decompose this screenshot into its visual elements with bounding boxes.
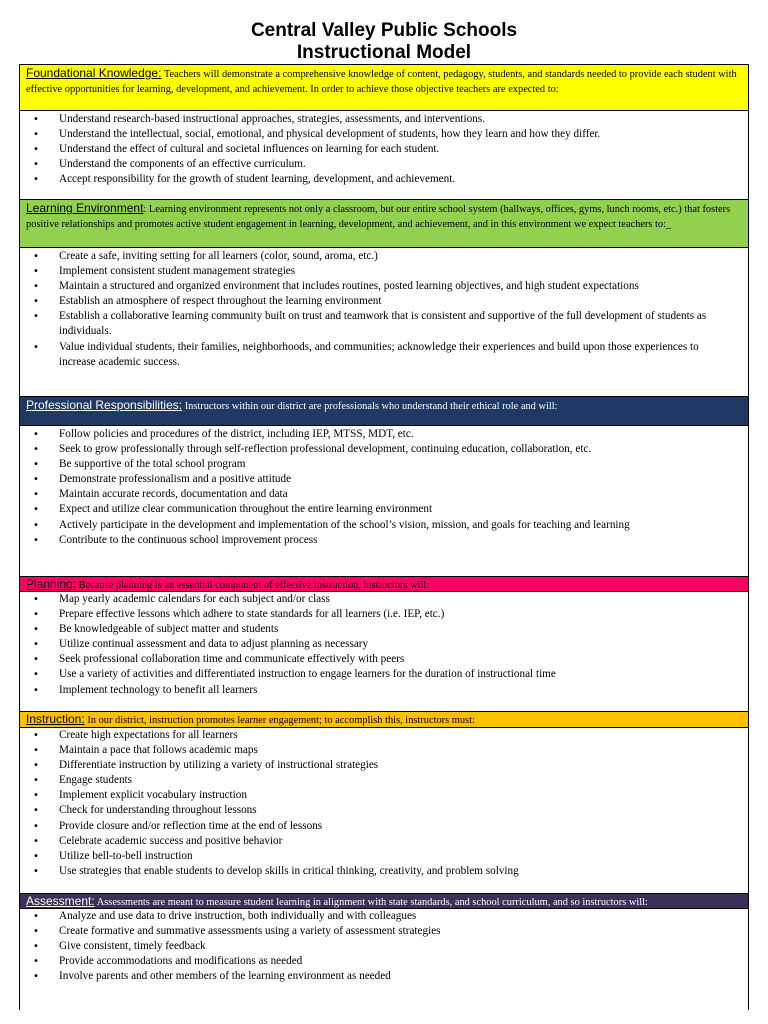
list-item: • Create a safe, inviting setting for all learners (color, sound, aroma, etc.) — [19, 249, 749, 264]
list-item: • Use strategies that enable students to develop skills in critical thinking, creativity, and problem solving — [19, 864, 749, 879]
list-item: • Implement consistent student management strategies — [19, 264, 749, 279]
list-item: • Check for understanding throughout lessons — [19, 803, 749, 818]
section-intro: In our district, instruction promotes learner engagement; to accomplish this, instructors must: — [87, 715, 475, 726]
list-item: • Utilize continual assessment and data to adjust planning as necessary — [19, 637, 749, 652]
list-item: • Seek professional collaboration time and communicate effectively with peers — [19, 652, 749, 667]
list-item: • Maintain accurate records, documentation and data — [19, 487, 749, 502]
list-item: • Understand the intellectual, social, emotional, and physical development of students, how they learn and how they differ. — [19, 127, 749, 142]
section-list-assessment — [19, 909, 749, 984]
list-item: • Analyze and use data to drive instruction, both individually and with colleagues — [19, 909, 749, 924]
list-item: • Understand the effect of cultural and societal influences on learning for each student. — [19, 142, 749, 157]
list-item: • Maintain a structured and organized environment that includes routines, posted learning objectives, and high student expectations — [19, 279, 749, 294]
section-intro: Because planning is an essential component of effective instruction, instructors will: — [78, 580, 430, 591]
section-header-planning — [19, 576, 749, 592]
list-item: • Understand the components of an effective curriculum. — [19, 157, 749, 172]
list-item: • Establish a collaborative learning community built on trust and teamwork that is consistent and supportive of the full development of students as individuals. — [19, 309, 749, 339]
section-list-professional-responsibilities — [19, 427, 749, 548]
list-item: • Provide closure and/or reflection time at the end of lessons — [19, 819, 749, 834]
section-intro: Instructors within our district are professionals who understand their ethical role and will: — [184, 401, 558, 412]
list-item: • Maintain a pace that follows academic maps — [19, 743, 749, 758]
list-item: • Actively participate in the development and implementation of the school’s vision, mission, and goals for teaching and learning — [19, 518, 749, 533]
list-item: • Give consistent, timely feedback — [19, 939, 749, 954]
section-heading: Learning Environment — [26, 201, 144, 215]
document-title-line-2: Instructional Model — [296, 42, 472, 63]
section-header-professional-responsibilities — [19, 396, 749, 426]
section-heading: Foundational Knowledge: — [26, 66, 162, 80]
list-item: • Be knowledgeable of subject matter and students — [19, 622, 749, 637]
list-item: • Prepare effective lessons which adhere to state standards for all learners (i.e. IEP, etc.) — [19, 607, 749, 622]
list-item: • Implement technology to benefit all learners — [19, 683, 749, 698]
list-item: • Follow policies and procedures of the district, including IEP, MTSS, MDT, etc. — [19, 427, 749, 442]
list-item: • Value individual students, their families, neighborhoods, and communities; acknowledge their experiences and build upon those experiences to increase academic success. — [19, 340, 749, 370]
section-heading: Professional Responsibilities: — [26, 398, 183, 412]
section-list-instruction — [19, 728, 749, 879]
section-header-instruction — [19, 711, 749, 728]
section-list-learning-environment — [19, 249, 749, 370]
list-item: • Be supportive of the total school program — [19, 457, 749, 472]
list-item: • Celebrate academic success and positive behavior — [19, 834, 749, 849]
list-item: • Implement explicit vocabulary instruction — [19, 788, 749, 803]
list-item: • Establish an atmosphere of respect throughout the learning environment — [19, 294, 749, 309]
list-item: • Differentiate instruction by utilizing a variety of instructional strategies — [19, 758, 749, 773]
list-item: • Use a variety of activities and differentiated instruction to engage learners for the duration of instructional time — [19, 667, 749, 682]
list-item: • Demonstrate professionalism and a positive attitude — [19, 472, 749, 487]
list-item: • Accept responsibility for the growth of student learning, development, and achievement. — [19, 172, 749, 187]
section-header-foundational-knowledge — [19, 64, 749, 111]
section-intro: : Learning environment represents not only a classroom, but our entire school system (hallways, offices, gyms, lunch rooms, etc.) that fosters positive relationships and promotes active student engagement in learning, development, and achievement, and in this environment we expect teachers to:_ — [26, 204, 731, 230]
list-item: • Engage students — [19, 773, 749, 788]
list-item: • Seek to grow professionally through self-reflection professional development, continuing education, collaboration, etc. — [19, 442, 749, 457]
section-header-assessment — [19, 893, 749, 909]
list-item: • Map yearly academic calendars for each subject and/or class — [19, 592, 749, 607]
list-item: • Provide accommodations and modifications as needed — [19, 954, 749, 969]
list-item: • Expect and utilize clear communication throughout the entire learning environment — [19, 502, 749, 517]
section-intro: Assessments are meant to measure student learning in alignment with state standards, and school curriculum, and so instructors will: — [96, 897, 648, 908]
list-item: • Involve parents and other members of the learning environment as needed — [19, 969, 749, 984]
list-item: • Create high expectations for all learners — [19, 728, 749, 743]
section-heading: Instruction: — [26, 712, 85, 726]
section-header-learning-environment — [19, 199, 749, 248]
section-list-planning — [19, 592, 749, 698]
section-heading: Planning: — [26, 577, 77, 591]
section-heading: Assessment: — [26, 894, 95, 908]
list-item: • Utilize bell-to-bell instruction — [19, 849, 749, 864]
list-item: • Understand research-based instructional approaches, strategies, assessments, and interventions. — [19, 112, 749, 127]
list-item: • Contribute to the continuous school improvement process — [19, 533, 749, 548]
document-title-line-1: Central Valley Public Schools — [250, 20, 518, 41]
list-item: • Create formative and summative assessments using a variety of assessment strategies — [19, 924, 749, 939]
section-intro: Teachers will demonstrate a comprehensive knowledge of content, pedagogy, students, and standards needed to provide each student with effective opportunities for learning, development, and achievement. In order to achieve those objective teachers are expected to: — [26, 69, 737, 95]
section-list-foundational-knowledge — [19, 112, 749, 187]
